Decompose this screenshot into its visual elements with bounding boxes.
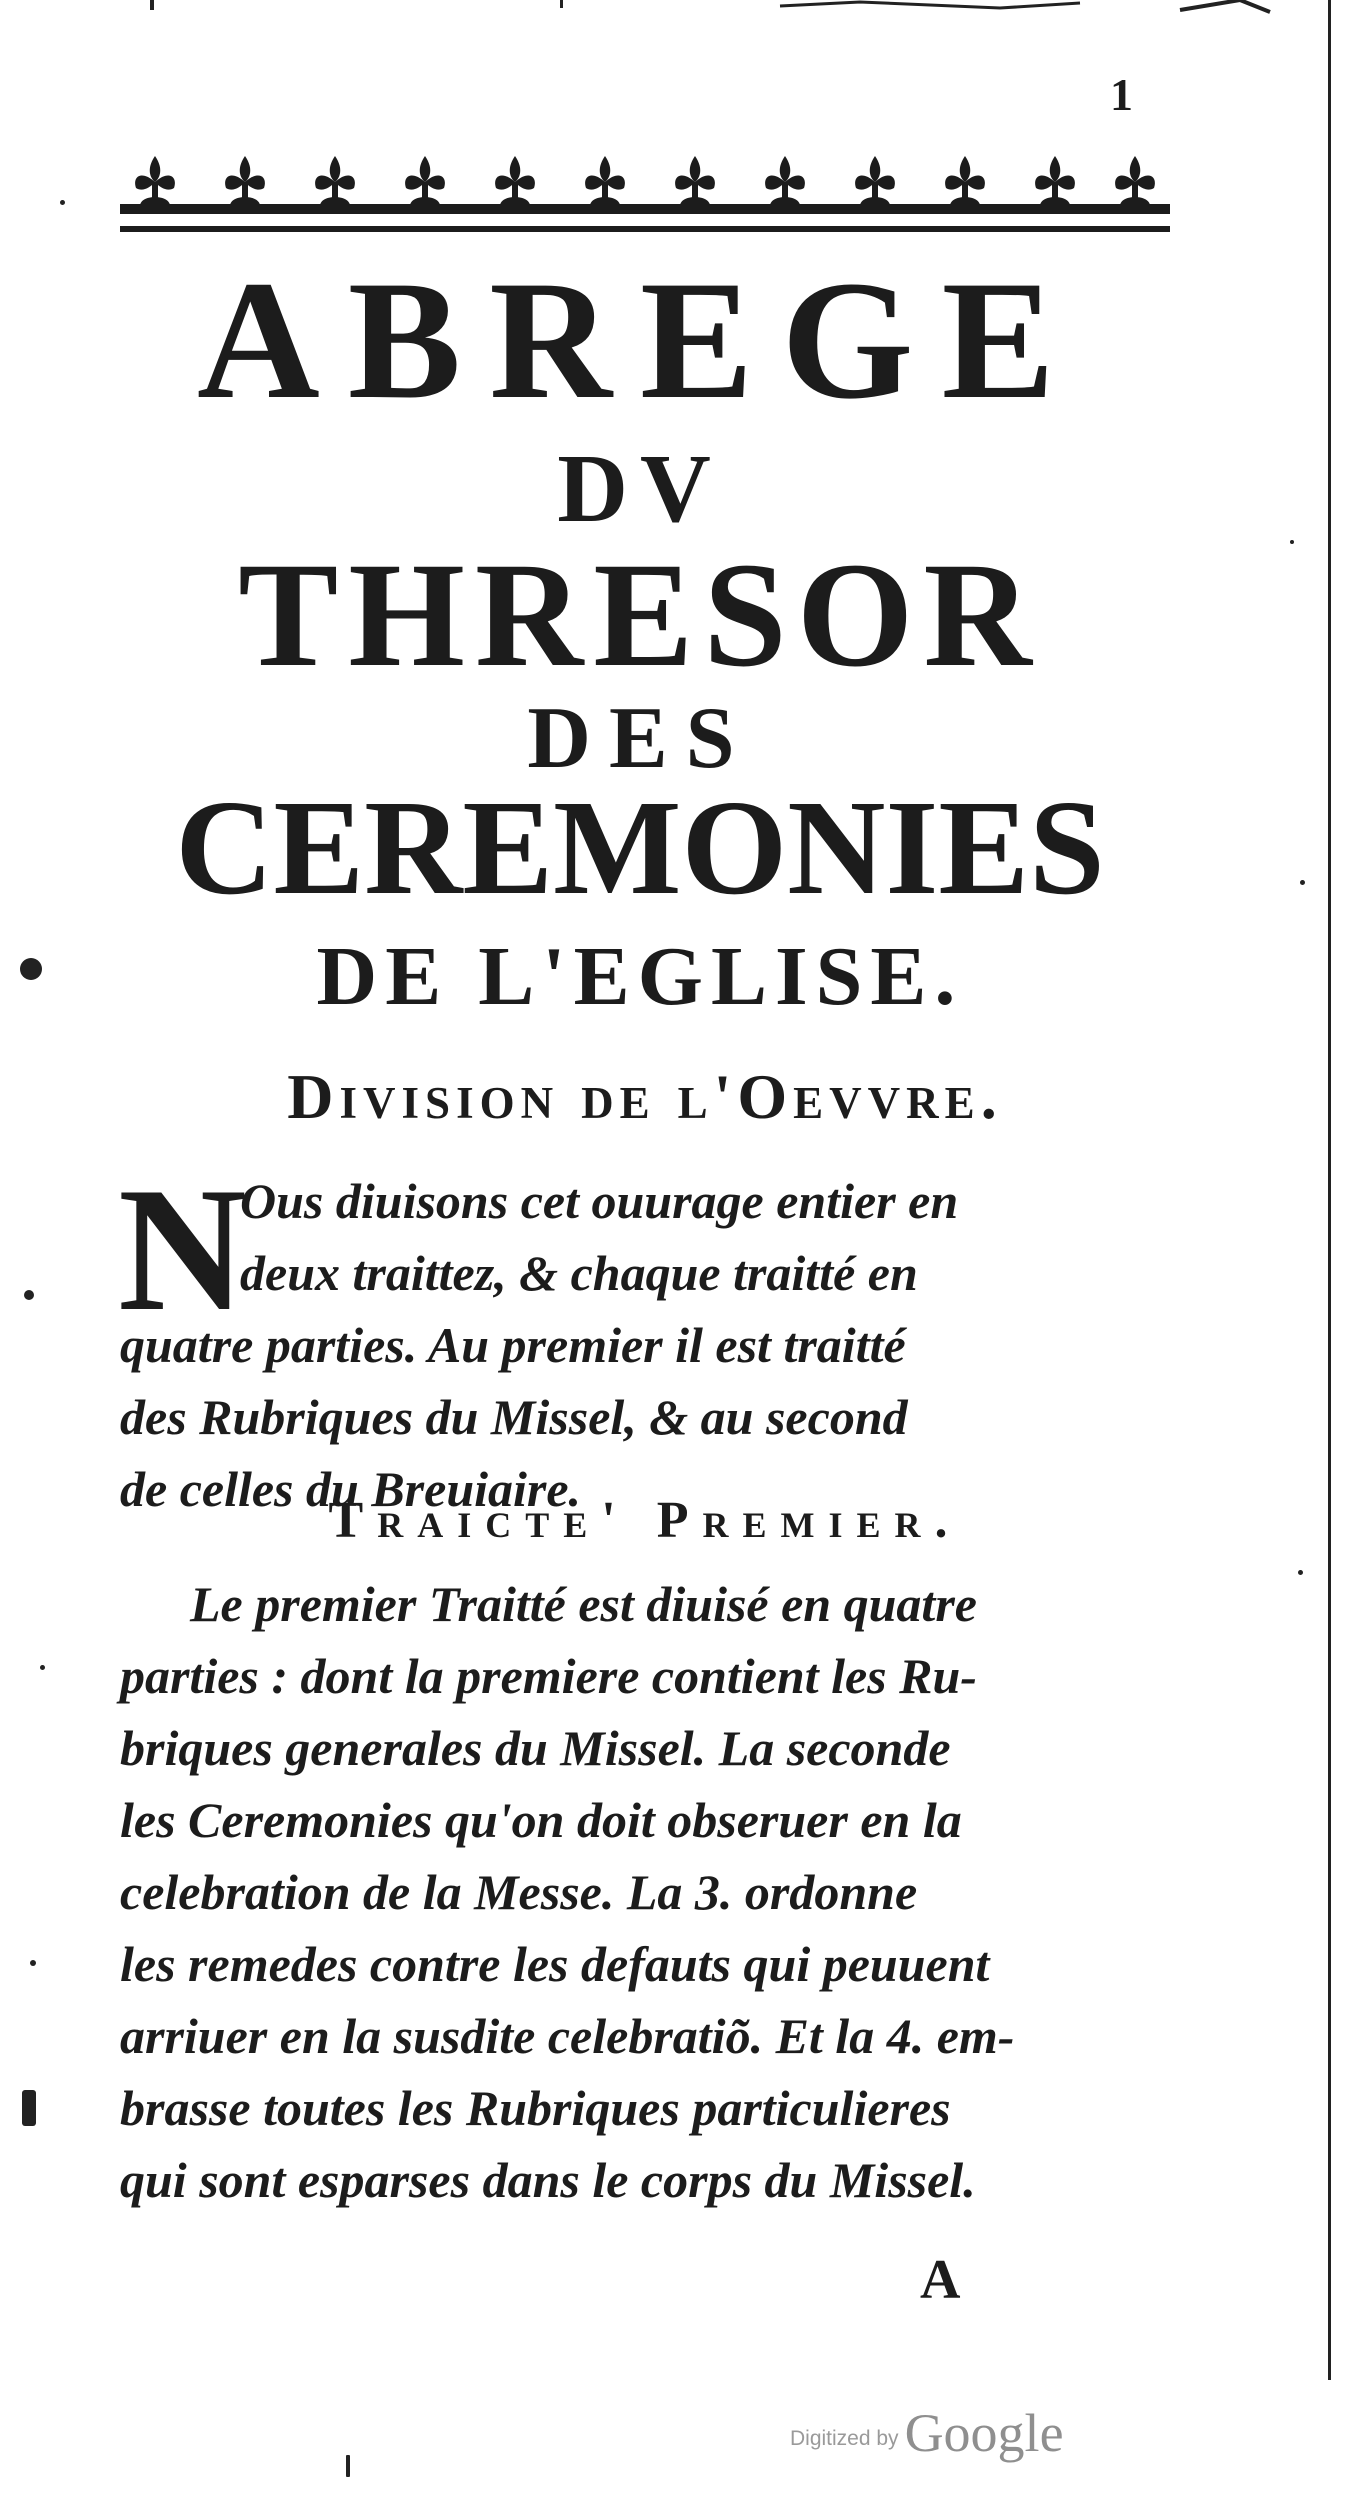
text-line: brasse toutes les Rubriques particulieres: [120, 2080, 951, 2136]
text-line: briques generales du Missel. La seconde: [120, 1720, 951, 1776]
text-line: quatre parties. Au premier il est traitté: [120, 1317, 906, 1373]
right-page-edge: [1328, 0, 1331, 2380]
text-line: celebration de la Messe. La 3. ordonne: [120, 1864, 918, 1920]
page-number: 1: [1110, 69, 1133, 120]
text-line: Le premier Traitté est diuisé en quatre: [190, 1576, 977, 1632]
signature-mark: A: [920, 2249, 967, 2311]
text-line: Ous diuisons cet ouurage entier en: [240, 1173, 959, 1229]
fleuron-ornament-band: [120, 148, 1170, 232]
text-line: les remedes contre les defauts qui peuuent: [120, 1936, 990, 1992]
section-heading-division: Division de l'Oevvre.: [287, 1061, 1003, 1132]
digitized-watermark: [790, 2402, 1064, 2464]
text-line: de celles du Breuiaire.: [120, 1461, 582, 1517]
watermark-prefix: Digitized by: [790, 2427, 899, 2450]
text-line: parties : dont la premiere contient les Ru-: [120, 1648, 977, 1704]
text-line: deux traittez, & chaque traitté en: [240, 1245, 918, 1301]
title-ceremonies: CEREMONIES: [175, 773, 1105, 923]
title-du: DV: [557, 435, 723, 543]
drop-cap: N: [118, 1150, 247, 1348]
title-thresor: THRESOR: [238, 532, 1042, 698]
text-line: les Ceremonies qu'on doit obseruer en la: [120, 1792, 962, 1848]
text-line: qui sont esparses dans le corps du Missel.: [120, 2152, 976, 2208]
watermark-brand: Google: [904, 2403, 1064, 2463]
section-heading-traicte: Traicte' Premier.: [328, 1492, 962, 1549]
title-de-leglise: DE L'EGLISE.: [316, 930, 964, 1023]
text-line: arriuer en la susdite celebratiõ. Et la 4. em-: [120, 2008, 1015, 2064]
title-des: DES: [527, 690, 753, 787]
text-line: des Rubriques du Missel, & au second: [120, 1389, 908, 1445]
title-abrege: ABREGE: [197, 246, 1083, 434]
top-edge-marks: [0, 0, 1366, 18]
